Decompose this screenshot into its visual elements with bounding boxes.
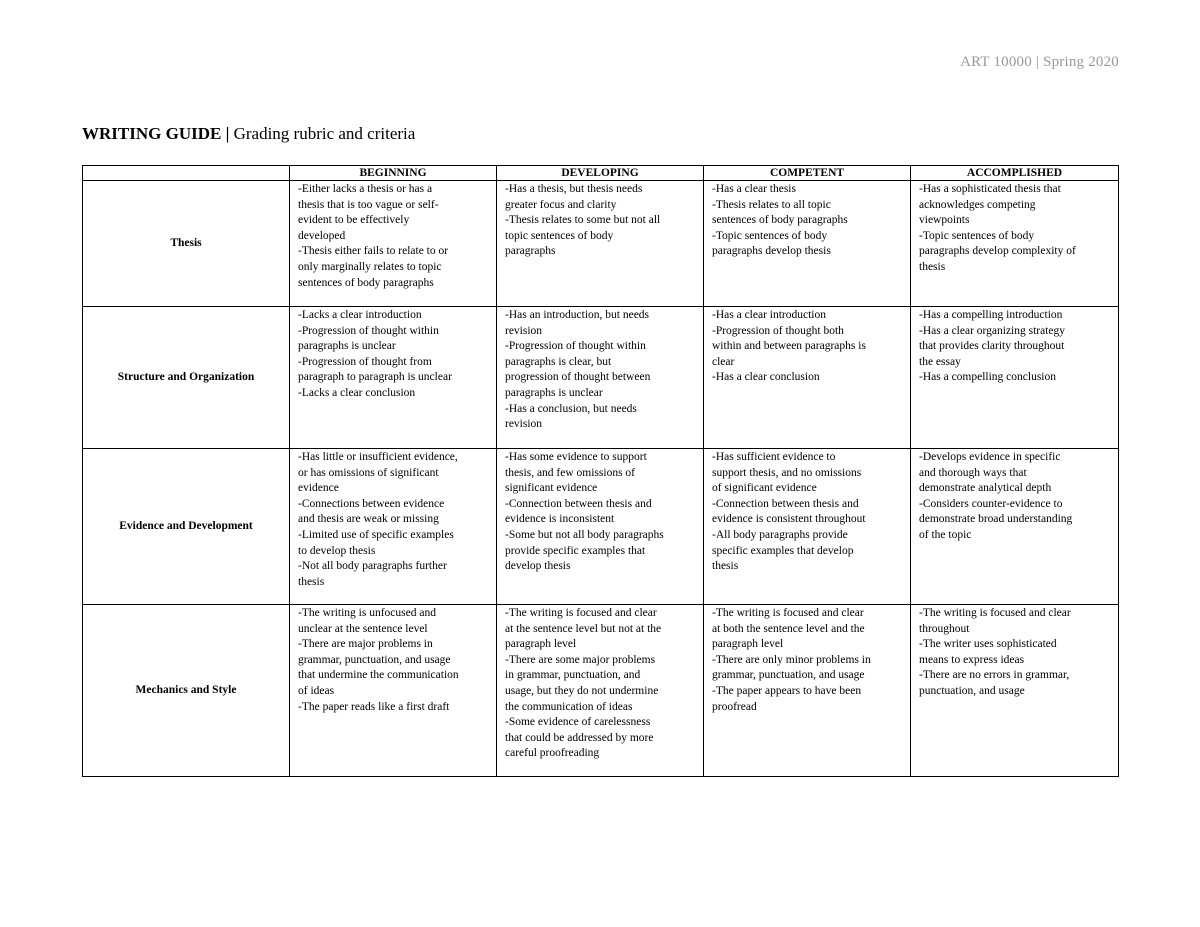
cell-text-line: -The writing is focused and clear [919, 607, 1071, 619]
cell-text-line: progression of thought between [505, 371, 651, 384]
cell-text-line: -There are only minor problems in [712, 653, 871, 666]
cell-text-line: evidence [298, 482, 339, 495]
course-header: ART 10000 | Spring 2020 [960, 54, 1119, 70]
cell-text-line: means to express ideas [919, 653, 1025, 666]
cell-beginning [290, 449, 497, 605]
cell-text-line: -Either lacks a thesis or has a [298, 183, 433, 195]
cell-text-line: support thesis, and no omissions [712, 466, 862, 479]
column-header-developing: DEVELOPING [497, 166, 704, 181]
cell-text-line: thesis, and few omissions of [505, 466, 636, 479]
criterion-label: Structure and Organization [83, 307, 290, 449]
cell-text-line: -Progression of thought within [298, 324, 439, 337]
cell-text-line: acknowledges competing [919, 198, 1036, 211]
cell-accomplished [911, 449, 1119, 605]
cell-text-line: -Has a conclusion, but needs [505, 402, 637, 415]
cell-text-line: and thesis are weak or missing [298, 513, 439, 526]
cell-text-line: -Some evidence of carelessness [505, 716, 651, 729]
cell-text-line: of ideas [298, 684, 335, 697]
title-subtitle: Grading rubric and criteria [233, 124, 416, 143]
cell-accomplished [911, 181, 1119, 307]
cell-text-line: throughout [919, 622, 970, 635]
cell-text-line: only marginally relates to topic [298, 260, 442, 273]
cell-text-line: -Has a clear organizing strategy [919, 324, 1066, 337]
cell-text-line: -The writing is unfocused and [298, 607, 436, 619]
cell-competent [704, 605, 911, 777]
cell-text-line: or has omissions of significant [298, 466, 439, 479]
column-header-competent: COMPETENT [704, 166, 911, 181]
table-row [83, 605, 1119, 777]
cell-text-line: sentences of body paragraphs [712, 214, 848, 227]
column-header-accomplished: ACCOMPLISHED [911, 166, 1119, 181]
cell-text-line: -Limited use of specific examples [298, 528, 454, 541]
cell-text-line: develop thesis [505, 560, 571, 573]
cell-text-line: proofread [712, 700, 757, 713]
cell-text-line: -Has little or insufficient evidence, [298, 451, 458, 463]
cell-text-line: sentences of body paragraphs [298, 276, 434, 289]
cell-text-line: -The writing is focused and clear [712, 607, 864, 619]
cell-text-line: -Progression of thought both [712, 324, 844, 337]
cell-text-line: -Develops evidence in specific [919, 451, 1061, 463]
cell-text-line: developed [298, 229, 346, 242]
cell-text-line: -Connection between thesis and [712, 497, 859, 510]
cell-text-line: greater focus and clarity [505, 198, 617, 211]
cell-text-line: -The paper reads like a first draft [298, 700, 450, 713]
cell-developing [497, 181, 704, 307]
cell-text-line: demonstrate analytical depth [919, 482, 1052, 495]
cell-text-line: grammar, punctuation, and usage [712, 669, 865, 682]
cell-text-line: thesis [919, 260, 946, 273]
cell-text-line: to develop thesis [298, 544, 376, 557]
cell-text-line: revision [505, 324, 543, 337]
table-row [83, 181, 1119, 307]
cell-competent [704, 181, 911, 307]
cell-developing [497, 605, 704, 777]
criterion-label: Thesis [83, 181, 290, 307]
cell-text-line: -Thesis either fails to relate to or [298, 245, 449, 258]
cell-text-line: paragraphs [505, 245, 556, 258]
cell-text-line: -Has an introduction, but needs [505, 309, 650, 321]
cell-text-line: grammar, punctuation, and usage [298, 653, 451, 666]
cell-text-line: revision [505, 418, 543, 431]
cell-text-line: -Lacks a clear introduction [298, 309, 422, 321]
cell-text-line: -Has a compelling introduction [919, 309, 1063, 321]
cell-accomplished [911, 307, 1119, 449]
cell-text-line: -Has sufficient evidence to [712, 451, 836, 463]
cell-text-line: -Progression of thought from [298, 355, 432, 368]
cell-text-line: demonstrate broad understanding [919, 513, 1073, 526]
title-main: WRITING GUIDE [82, 124, 222, 143]
cell-text-line: usage, but they do not undermine [505, 684, 659, 697]
cell-text-line: -Has a clear thesis [712, 183, 796, 195]
cell-text-line: topic sentences of body [505, 229, 614, 242]
table-row [83, 449, 1119, 605]
cell-text-line: of the topic [919, 528, 972, 541]
cell-text-line: paragraph to paragraph is unclear [298, 371, 452, 384]
cell-text-line: -Progression of thought within [505, 340, 646, 353]
cell-text-line: paragraphs develop complexity of [919, 245, 1076, 258]
cell-text-line: evident to be effectively [298, 214, 410, 227]
rubric-table [82, 165, 1119, 777]
title-separator: | [221, 124, 234, 143]
cell-text-line: -Connection between thesis and [505, 497, 652, 510]
cell-text-line: paragraphs is clear, but [505, 355, 612, 368]
cell-beginning [290, 181, 497, 307]
cell-text-line: -Has a thesis, but thesis needs [505, 183, 643, 195]
cell-text-line: -Connections between evidence [298, 497, 445, 510]
cell-text-line: in grammar, punctuation, and [505, 669, 641, 682]
cell-text-line: careful proofreading [505, 747, 600, 760]
cell-text-line: -Thesis relates to all topic [712, 198, 831, 211]
cell-text-line: -There are no errors in grammar, [919, 669, 1070, 682]
cell-text-line: and thorough ways that [919, 466, 1027, 479]
cell-text-line: evidence is inconsistent [505, 513, 615, 526]
cell-text-line: paragraphs develop thesis [712, 245, 831, 258]
cell-text-line: -Topic sentences of body [712, 229, 828, 242]
cell-text-line: significant evidence [505, 482, 598, 495]
cell-text-line: -There are some major problems [505, 653, 656, 666]
cell-text-line: -All body paragraphs provide [712, 528, 848, 541]
cell-text-line: of significant evidence [712, 482, 817, 495]
cell-text-line: -Has some evidence to support [505, 451, 647, 463]
cell-text-line: the communication of ideas [505, 700, 633, 713]
cell-text-line: paragraphs is unclear [298, 340, 396, 353]
cell-text-line: viewpoints [919, 214, 970, 227]
cell-text-line: -There are major problems in [298, 638, 433, 651]
cell-text-line: -Topic sentences of body [919, 229, 1035, 242]
cell-text-line: -The writer uses sophisticated [919, 638, 1057, 651]
cell-accomplished [911, 605, 1119, 777]
cell-text-line: at both the sentence level and the [712, 622, 865, 635]
cell-text-line: thesis that is too vague or self- [298, 198, 439, 211]
cell-text-line: -Has a clear introduction [712, 309, 826, 321]
table-row [83, 307, 1119, 449]
cell-text-line: paragraph level [505, 638, 577, 651]
cell-text-line: that could be addressed by more [505, 731, 654, 744]
cell-text-line: -Has a sophisticated thesis that [919, 183, 1061, 195]
cell-text-line: thesis [298, 575, 325, 588]
cell-text-line: at the sentence level but not at the [505, 622, 662, 635]
cell-text-line: that undermine the communication [298, 669, 459, 682]
header-row [83, 166, 1119, 181]
cell-text-line: -Considers counter-evidence to [919, 497, 1063, 510]
cell-text-line: -Has a clear conclusion [712, 371, 820, 384]
cell-text-line: that provides clarity throughout [919, 340, 1065, 353]
cell-text-line: unclear at the sentence level [298, 622, 428, 635]
criterion-label: Evidence and Development [83, 449, 290, 605]
cell-text-line: within and between paragraphs is [712, 340, 866, 353]
cell-text-line: -Lacks a clear conclusion [298, 386, 416, 399]
cell-competent [704, 307, 911, 449]
cell-text-line: specific examples that develop [712, 544, 854, 557]
column-header-criterion [83, 166, 290, 181]
cell-text-line: -The writing is focused and clear [505, 607, 657, 619]
criterion-label: Mechanics and Style [83, 605, 290, 777]
cell-text-line: -The paper appears to have been [712, 684, 862, 697]
cell-developing [497, 307, 704, 449]
cell-beginning [290, 605, 497, 777]
cell-text-line: -Some but not all body paragraphs [505, 528, 664, 541]
cell-text-line: -Not all body paragraphs further [298, 560, 447, 573]
cell-beginning [290, 307, 497, 449]
cell-text-line: thesis [712, 560, 739, 573]
cell-text-line: -Thesis relates to some but not all [505, 214, 661, 227]
cell-developing [497, 449, 704, 605]
cell-text-line: provide specific examples that [505, 544, 646, 557]
cell-text-line: -Has a compelling conclusion [919, 371, 1057, 384]
cell-competent [704, 449, 911, 605]
cell-text-line: paragraph level [712, 638, 784, 651]
cell-text-line: evidence is consistent throughout [712, 513, 866, 526]
page-title [82, 124, 415, 144]
column-header-beginning: BEGINNING [290, 166, 497, 181]
cell-text-line: paragraphs is unclear [505, 386, 603, 399]
cell-text-line: punctuation, and usage [919, 684, 1025, 697]
cell-text-line: the essay [919, 355, 961, 368]
cell-text-line: clear [712, 355, 735, 368]
